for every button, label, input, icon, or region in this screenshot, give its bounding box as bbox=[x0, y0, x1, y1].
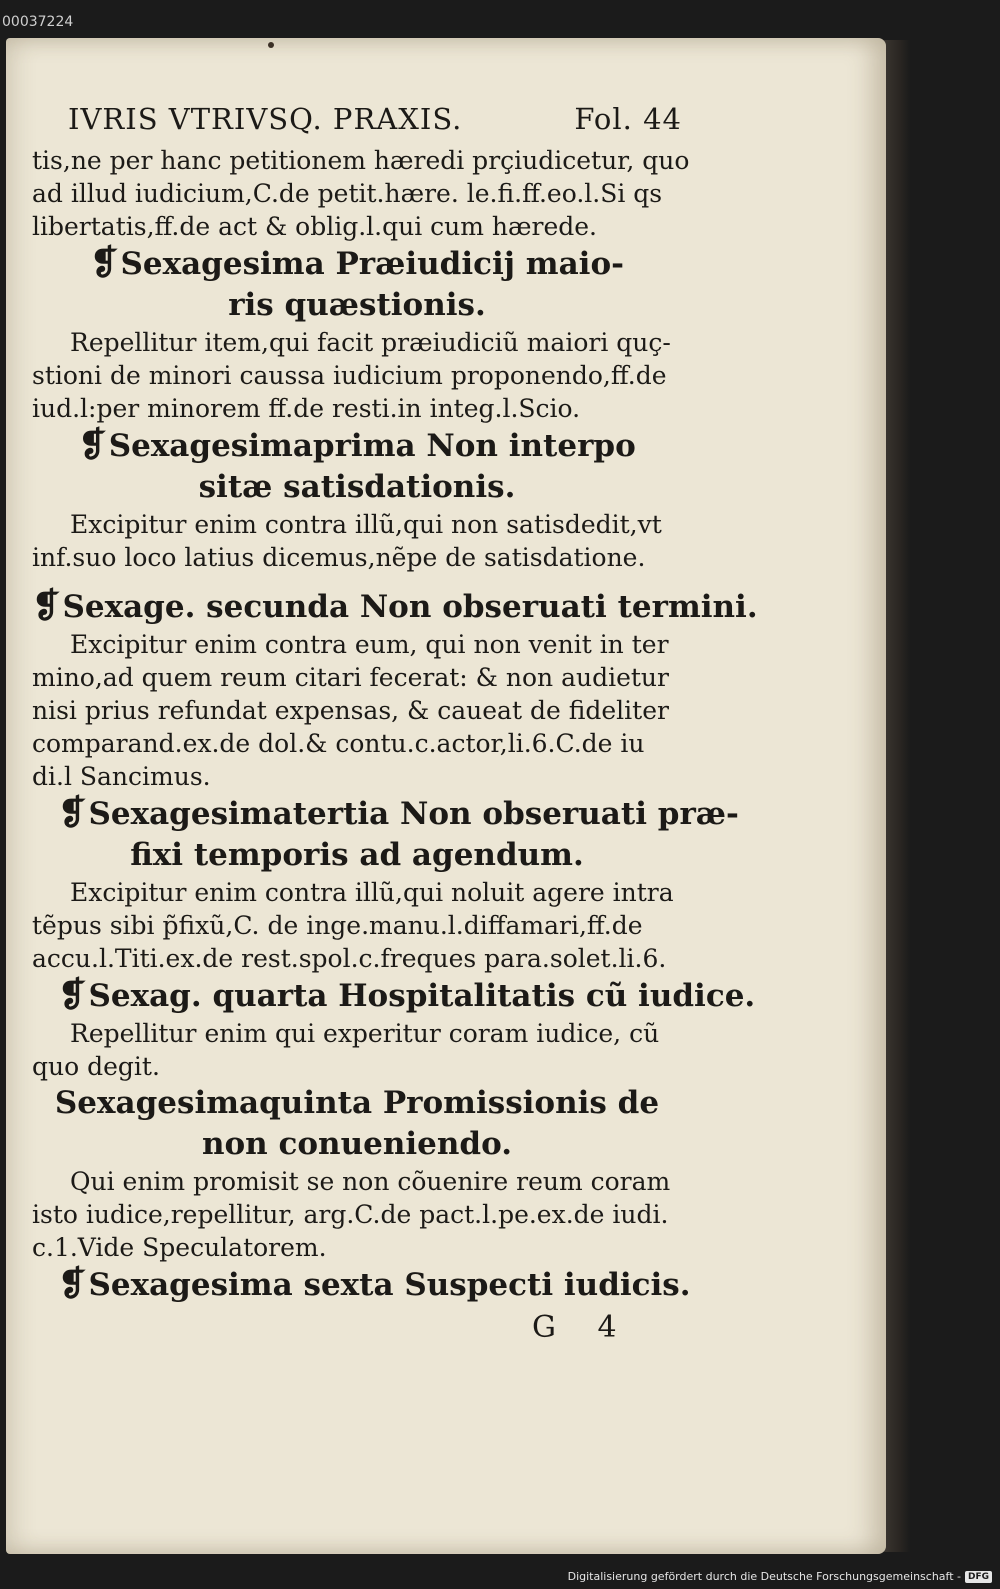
text-line: tẽpus sibi p̃fixũ,C. de inge.manu.l.diffamari,ff.de bbox=[32, 911, 643, 940]
text-line: libertatis,ff.de act & oblig.l.qui cum hærede. bbox=[32, 212, 598, 241]
pilcrow-icon: ❡ bbox=[58, 793, 87, 833]
pilcrow-icon: ❡ bbox=[58, 1264, 87, 1304]
heading-line: Sexagesima Præiudicij maio- bbox=[120, 246, 624, 282]
running-head-title: IVRIS VTRIVSQ. PRAXIS. bbox=[68, 102, 463, 136]
heading-line: Sexag. quarta Hospitalitatis cũ iudice. bbox=[88, 978, 756, 1014]
text-line: tis,ne per hanc petitionem hæredi prçiudicetur, quo bbox=[32, 146, 690, 175]
text-line: nisi prius refundat expensas, & caueat de fideliter bbox=[32, 696, 669, 725]
heading-line: Sexagesima sexta Suspecti iudicis. bbox=[88, 1267, 691, 1303]
heading-line: ris quæstionis. bbox=[228, 287, 486, 323]
heading-line: Sexage. secunda Non obseruati termini. bbox=[62, 589, 758, 625]
text-line: Excipitur enim contra eum, qui non venit in ter bbox=[70, 630, 669, 659]
pilcrow-icon: ❡ bbox=[78, 425, 107, 465]
text-line: quo degit. bbox=[32, 1052, 160, 1081]
text-line: Repellitur item,qui facit præiudiciũ maiori quç- bbox=[70, 328, 671, 357]
book-page bbox=[6, 38, 886, 1554]
heading-line: non conueniendo. bbox=[201, 1126, 513, 1162]
section-heading bbox=[32, 1083, 682, 1124]
text-line: di.l Sancimus. bbox=[32, 762, 211, 791]
footer-credit-text: Digitalisierung gefördert durch die Deutsche Forschungsgemeinschaft - bbox=[567, 1570, 961, 1583]
text-line: inf.suo loco latius dicemus,nẽpe de satisdatione. bbox=[32, 543, 646, 572]
text-line: Excipitur enim contra illũ,qui noluit agere intra bbox=[70, 878, 674, 907]
text-line: accu.l.Titi.ex.de rest.spol.c.freques para.solet.li.6. bbox=[32, 944, 667, 973]
section-heading bbox=[32, 975, 756, 1017]
heading-line: Sexagesimaprima Non interpo bbox=[108, 428, 636, 464]
text-line: isto iudice,repellitur, arg.C.de pact.l.pe.ex.de iudi. bbox=[32, 1200, 669, 1229]
footer-credit bbox=[568, 1570, 992, 1583]
section-heading bbox=[32, 1264, 691, 1306]
text-line: ad illud iudicium,C.de petit.hære. le.fi.ff.eo.l.Si qs bbox=[32, 179, 663, 208]
page-text-block bbox=[32, 102, 758, 1345]
heading-line: fixi temporis ad agendum. bbox=[130, 837, 584, 873]
pilcrow-icon: ❡ bbox=[32, 586, 61, 626]
text-line: Qui enim promisit se non cõuenire reum coram bbox=[70, 1167, 671, 1196]
section-heading bbox=[32, 793, 739, 835]
text-line: stioni de minori caussa iudicium proponendo,ff.de bbox=[32, 361, 667, 390]
pilcrow-icon: ❡ bbox=[58, 975, 87, 1015]
text-line: mino,ad quem reum citari fecerat: & non audietur bbox=[32, 663, 669, 692]
signature-mark: G 4 bbox=[532, 1310, 633, 1345]
running-head bbox=[68, 102, 682, 136]
text-line: c.1.Vide Speculatorem. bbox=[32, 1233, 327, 1262]
ink-spot bbox=[268, 42, 274, 48]
dfg-logo: DFG bbox=[965, 1571, 992, 1583]
section-heading bbox=[32, 586, 758, 628]
section-heading bbox=[32, 425, 682, 467]
text-line: comparand.ex.de dol.& contu.c.actor,li.6.C.de iu bbox=[32, 729, 645, 758]
text-line: Repellitur enim qui experitur coram iudice, cũ bbox=[70, 1019, 660, 1048]
heading-line: Sexagesimaquinta Promissionis de bbox=[54, 1085, 660, 1121]
text-line: Excipitur enim contra illũ,qui non satisdedit,vt bbox=[70, 510, 662, 539]
heading-line: Sexagesimatertia Non obseruati præ- bbox=[88, 796, 739, 832]
scan-id-label: 00037224 bbox=[2, 14, 74, 30]
text-line: iud.l:per minorem ff.de resti.in integ.l.Scio. bbox=[32, 394, 581, 423]
section-heading bbox=[32, 243, 682, 285]
heading-line: sitæ satisdationis. bbox=[198, 469, 516, 505]
page-fore-edge bbox=[884, 40, 910, 1552]
folio-number: Fol. 44 bbox=[574, 102, 682, 136]
pilcrow-icon: ❡ bbox=[90, 243, 119, 283]
